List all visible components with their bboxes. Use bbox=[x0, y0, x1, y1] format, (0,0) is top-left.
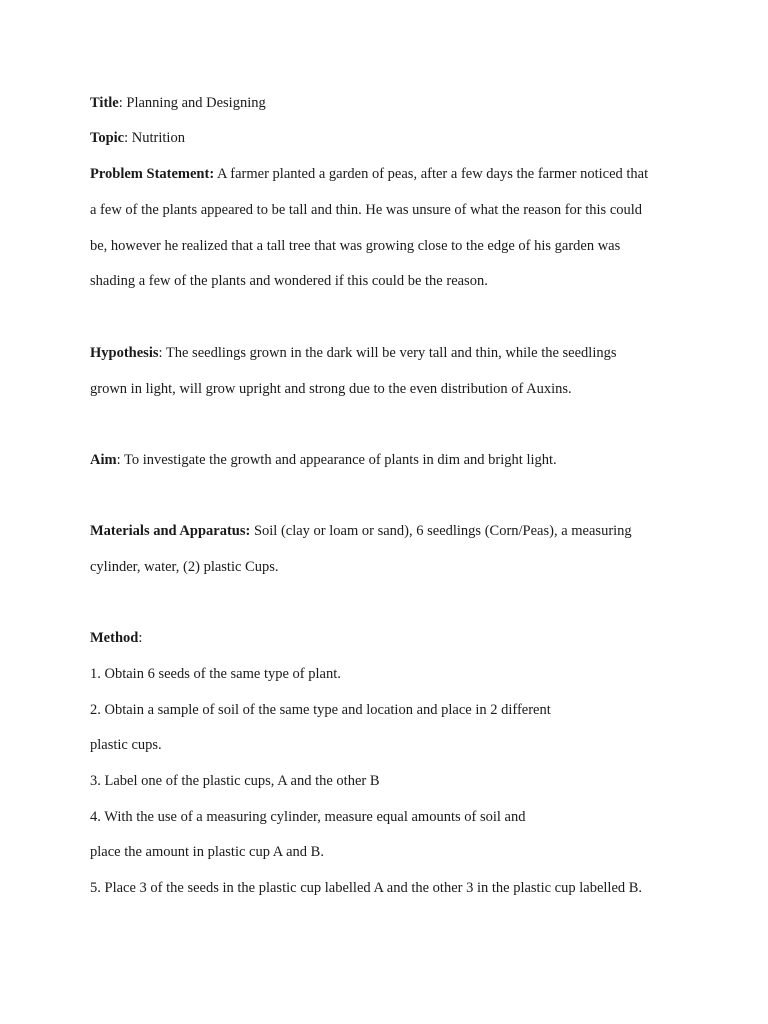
method-step-4-cont: place the amount in plastic cup A and B. bbox=[90, 844, 324, 860]
topic-value: Nutrition bbox=[131, 130, 185, 146]
materials-line-1 bbox=[90, 522, 632, 540]
problem-statement-label: Problem Statement: bbox=[90, 166, 215, 182]
problem-statement-line-4: shading a few of the plants and wondered if this could be the reason. bbox=[90, 273, 488, 289]
title-value: Planning and Designing bbox=[126, 95, 266, 111]
problem-statement-text: A farmer planted a garden of peas, after a few days the farmer noticed that bbox=[214, 166, 649, 182]
aim-line bbox=[90, 451, 557, 469]
materials-text: Soil (clay or loam or sand), 6 seedlings (Corn/Peas), a measuring bbox=[250, 523, 632, 539]
method-separator: : bbox=[138, 630, 143, 646]
method-step-5: 5. Place 3 of the seeds in the plastic cup labelled A and the other 3 in the plastic cup labelled B. bbox=[90, 880, 643, 896]
materials-label: Materials and Apparatus: bbox=[90, 523, 251, 539]
topic-label: Topic bbox=[90, 130, 125, 146]
title-label: Title bbox=[90, 95, 119, 111]
materials-line-2: cylinder, water, (2) plastic Cups. bbox=[90, 559, 279, 575]
method-heading bbox=[90, 629, 142, 647]
method-step-4: 4. With the use of a measuring cylinder, measure equal amounts of soil and bbox=[90, 809, 526, 825]
problem-statement-line-2: a few of the plants appeared to be tall and thin. He was unsure of what the reason for this could bbox=[90, 202, 643, 218]
topic-separator: : bbox=[124, 130, 132, 146]
topic-line bbox=[90, 129, 185, 147]
method-step-2: 2. Obtain a sample of soil of the same type and location and place in 2 different bbox=[90, 702, 551, 718]
method-step-2-cont: plastic cups. bbox=[90, 737, 162, 753]
aim-label: Aim bbox=[90, 452, 117, 468]
hypothesis-line-1 bbox=[90, 344, 617, 362]
hypothesis-text: : The seedlings grown in the dark will be very tall and thin, while the seedlings bbox=[158, 345, 617, 361]
method-step-3: 3. Label one of the plastic cups, A and the other B bbox=[90, 773, 380, 789]
problem-statement-line-1 bbox=[90, 165, 648, 183]
method-step-1: 1. Obtain 6 seeds of the same type of plant. bbox=[90, 666, 341, 682]
title-separator: : bbox=[118, 95, 127, 111]
title-line bbox=[90, 94, 266, 112]
aim-text: : To investigate the growth and appearance of plants in dim and bright light. bbox=[116, 452, 557, 468]
hypothesis-label: Hypothesis bbox=[90, 345, 159, 361]
hypothesis-line-2: grown in light, will grow upright and strong due to the even distribution of Auxins. bbox=[90, 381, 572, 397]
problem-statement-line-3: be, however he realized that a tall tree that was growing close to the edge of his garden was bbox=[90, 238, 621, 254]
method-label: Method bbox=[90, 630, 139, 646]
